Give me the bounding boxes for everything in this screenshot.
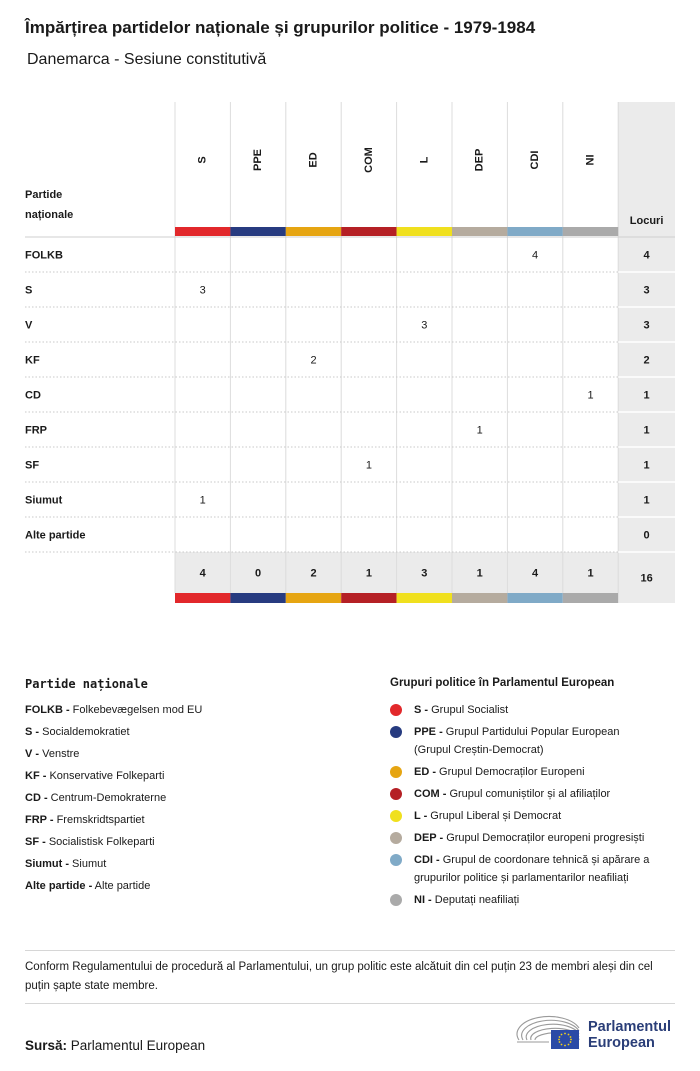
group-header-ed: ED — [307, 152, 320, 168]
column-total: 3 — [421, 567, 428, 580]
legend-party-name: Venstre — [39, 748, 80, 760]
cell-value: 4 — [532, 249, 539, 262]
legend-party-name: Fremskridtspartiet — [53, 814, 145, 826]
row-label: Alte partide — [25, 529, 86, 542]
row-total: 1 — [643, 494, 650, 507]
legend-group-item — [414, 703, 508, 718]
legend-group-name: Grupul Liberal și Democrat — [427, 810, 562, 822]
total-header-label: Locuri — [629, 215, 664, 227]
source-label: Sursă: — [25, 1038, 68, 1053]
group-color-bar-bottom-com — [341, 593, 396, 603]
column-total: 2 — [310, 567, 317, 580]
row-total: 1 — [643, 389, 650, 402]
divider — [25, 950, 675, 951]
column-total: 1 — [365, 567, 372, 580]
legend-group-name: Grupul Partidului Popular European — [442, 726, 620, 738]
legend-groups-heading: Grupuri politice în Parlamentul European — [390, 677, 615, 689]
legend-group-code: S - — [414, 704, 429, 716]
group-color-dot-icon — [390, 726, 402, 738]
row-total: 1 — [643, 459, 650, 472]
legend-party-name: Siumut — [69, 858, 107, 870]
legend-party-item — [25, 835, 155, 850]
legend-party-code: S - — [25, 726, 40, 738]
legend-group-code: DEP - — [414, 832, 444, 844]
column-total: 4 — [532, 567, 539, 580]
group-color-dot-icon — [390, 766, 402, 778]
legend-party-code: CD - — [25, 792, 48, 804]
legend-group-item — [414, 765, 585, 780]
legend-group-name: Grupul comuniștilor și al afiliaților — [446, 788, 611, 800]
legend-group-code: CDI - — [414, 854, 440, 866]
row-total: 4 — [643, 249, 650, 262]
legend-group-name: Grupul Democraților Europeni — [436, 766, 585, 778]
cell-value: 1 — [587, 389, 594, 402]
legend-group-name: Grupul Democraților europeni progresiști — [443, 832, 645, 844]
group-header-l: L — [418, 156, 431, 164]
legend-group-code: ED - — [414, 766, 436, 778]
group-color-dot-icon — [390, 832, 402, 844]
group-color-bar-bottom-s — [175, 593, 230, 603]
legend-party-name: Centrum-Demokraterne — [47, 792, 167, 804]
legend-group-item — [414, 853, 649, 868]
group-color-bar-com — [341, 227, 396, 236]
legend-party-name: Socialistisk Folkeparti — [45, 836, 155, 848]
row-label: KF — [25, 354, 40, 367]
legend-party-code: KF - — [25, 770, 47, 782]
logo-text-line1: Parlamentul — [588, 1019, 671, 1035]
row-total: 3 — [643, 319, 650, 332]
european-parliament-logo-icon — [515, 1012, 583, 1052]
cell-value: 1 — [199, 494, 206, 507]
cell-value: 2 — [310, 354, 317, 367]
group-header-dep: DEP — [473, 148, 486, 172]
row-label: SF — [25, 459, 40, 472]
group-header-cdi: CDI — [529, 150, 542, 170]
legend-party-code: V - — [25, 748, 40, 760]
legend-party-name: Folkebevægelsen mod EU — [69, 704, 203, 716]
row-label: V — [25, 319, 33, 332]
legend-group-item — [414, 725, 619, 740]
row-total: 2 — [643, 354, 650, 367]
row-header-label: naționale — [25, 209, 74, 221]
column-total: 1 — [476, 567, 483, 580]
legend-party-item — [25, 791, 166, 806]
group-header-s: S — [196, 156, 209, 164]
source-value: Parlamentul European — [70, 1038, 206, 1053]
legend-group-item — [414, 893, 519, 908]
group-color-bar-cdi — [507, 227, 562, 236]
group-color-bar-ni — [563, 227, 618, 236]
legend-group-code: NI - — [414, 894, 432, 906]
row-total: 1 — [643, 424, 650, 437]
legend-group-name-line2: (Grupul Creștin-Democrat) — [414, 744, 544, 756]
grand-total: 16 — [640, 572, 653, 585]
group-color-dot-icon — [390, 810, 402, 822]
cell-value: 3 — [199, 284, 206, 297]
legend-party-item — [25, 879, 150, 894]
legend-group-name-line2: grupurilor politice și parlamentarilor neafiliați — [414, 872, 629, 884]
total-column-background — [618, 102, 675, 603]
group-color-bar-bottom-ppe — [230, 593, 285, 603]
group-color-bar-dep — [452, 227, 507, 236]
divider — [25, 1003, 675, 1004]
row-label: Siumut — [25, 494, 63, 507]
group-color-bar-bottom-dep — [452, 593, 507, 603]
cell-value: 1 — [476, 424, 483, 437]
group-color-dot-icon — [390, 894, 402, 906]
group-color-bar-bottom-ed — [286, 593, 341, 603]
column-total: 4 — [199, 567, 206, 580]
source-line — [25, 1038, 205, 1053]
page-subtitle: Danemarca - Sesiune constitutivă — [27, 51, 267, 68]
row-label: FOLKB — [25, 249, 63, 262]
legend-party-item — [25, 747, 79, 762]
legend-party-code: SF - — [25, 836, 46, 848]
legend-party-code: FRP - — [25, 814, 54, 826]
legend-party-code: FOLKB - — [25, 704, 70, 716]
cell-value: 3 — [421, 319, 428, 332]
row-total: 3 — [643, 284, 650, 297]
group-color-bar-bottom-l — [397, 593, 452, 603]
legend-party-item — [25, 813, 145, 828]
legend-party-item — [25, 857, 106, 872]
row-label: CD — [25, 389, 41, 402]
cell-value: 1 — [365, 459, 372, 472]
legend-group-name: Deputați neafiliați — [431, 894, 520, 906]
legend-parties-heading: Partide naționale — [25, 677, 148, 691]
legend-group-code: COM - — [414, 788, 447, 800]
legend-party-name: Socialdemokratiet — [39, 726, 130, 738]
legend-group-code: PPE - — [414, 726, 443, 738]
group-color-bar-l — [397, 227, 452, 236]
row-header-label: Partide — [25, 189, 63, 201]
footnote: Conform Regulamentului de procedură al Parlamentului, un grup politic este alcătuit din cel puțin 23 de membri aleși din cel puțin șapte state membre. — [25, 961, 653, 992]
legend-group-item — [414, 809, 561, 824]
group-color-bar-bottom-ni — [563, 593, 618, 603]
legend-group-name: Grupul de coordonare tehnică și apărare a — [439, 854, 650, 866]
logo-text-line2: European — [588, 1035, 655, 1051]
group-color-dot-icon — [390, 788, 402, 800]
column-total: 1 — [587, 567, 594, 580]
group-color-bar-s — [175, 227, 230, 236]
group-color-bar-ed — [286, 227, 341, 236]
group-header-ni: NI — [584, 154, 597, 166]
row-total: 0 — [643, 529, 650, 542]
legend-party-code: Siumut - — [25, 858, 69, 870]
row-label: FRP — [25, 424, 47, 437]
group-header-com: COM — [362, 147, 375, 173]
legend-party-name: Konservative Folkeparti — [46, 770, 165, 782]
group-color-bar-bottom-cdi — [507, 593, 562, 603]
group-color-dot-icon — [390, 854, 402, 866]
group-color-bar-ppe — [230, 227, 285, 236]
group-header-ppe: PPE — [252, 148, 265, 172]
legend-group-item — [414, 831, 644, 846]
legend-group-code: L - — [414, 810, 428, 822]
row-label: S — [25, 284, 33, 297]
group-color-dot-icon — [390, 704, 402, 716]
legend-party-code: Alte partide - — [25, 880, 93, 892]
page-title: Împărțirea partidelor naționale și grupurilor politice - 1979-1984 — [25, 18, 536, 37]
legend-party-item — [25, 703, 202, 718]
column-total: 0 — [255, 567, 262, 580]
legend-party-item — [25, 725, 130, 740]
legend-group-item — [414, 787, 610, 802]
legend-party-item — [25, 769, 164, 784]
legend-party-name: Alte partide — [92, 880, 151, 892]
legend-group-name: Grupul Socialist — [428, 704, 509, 716]
